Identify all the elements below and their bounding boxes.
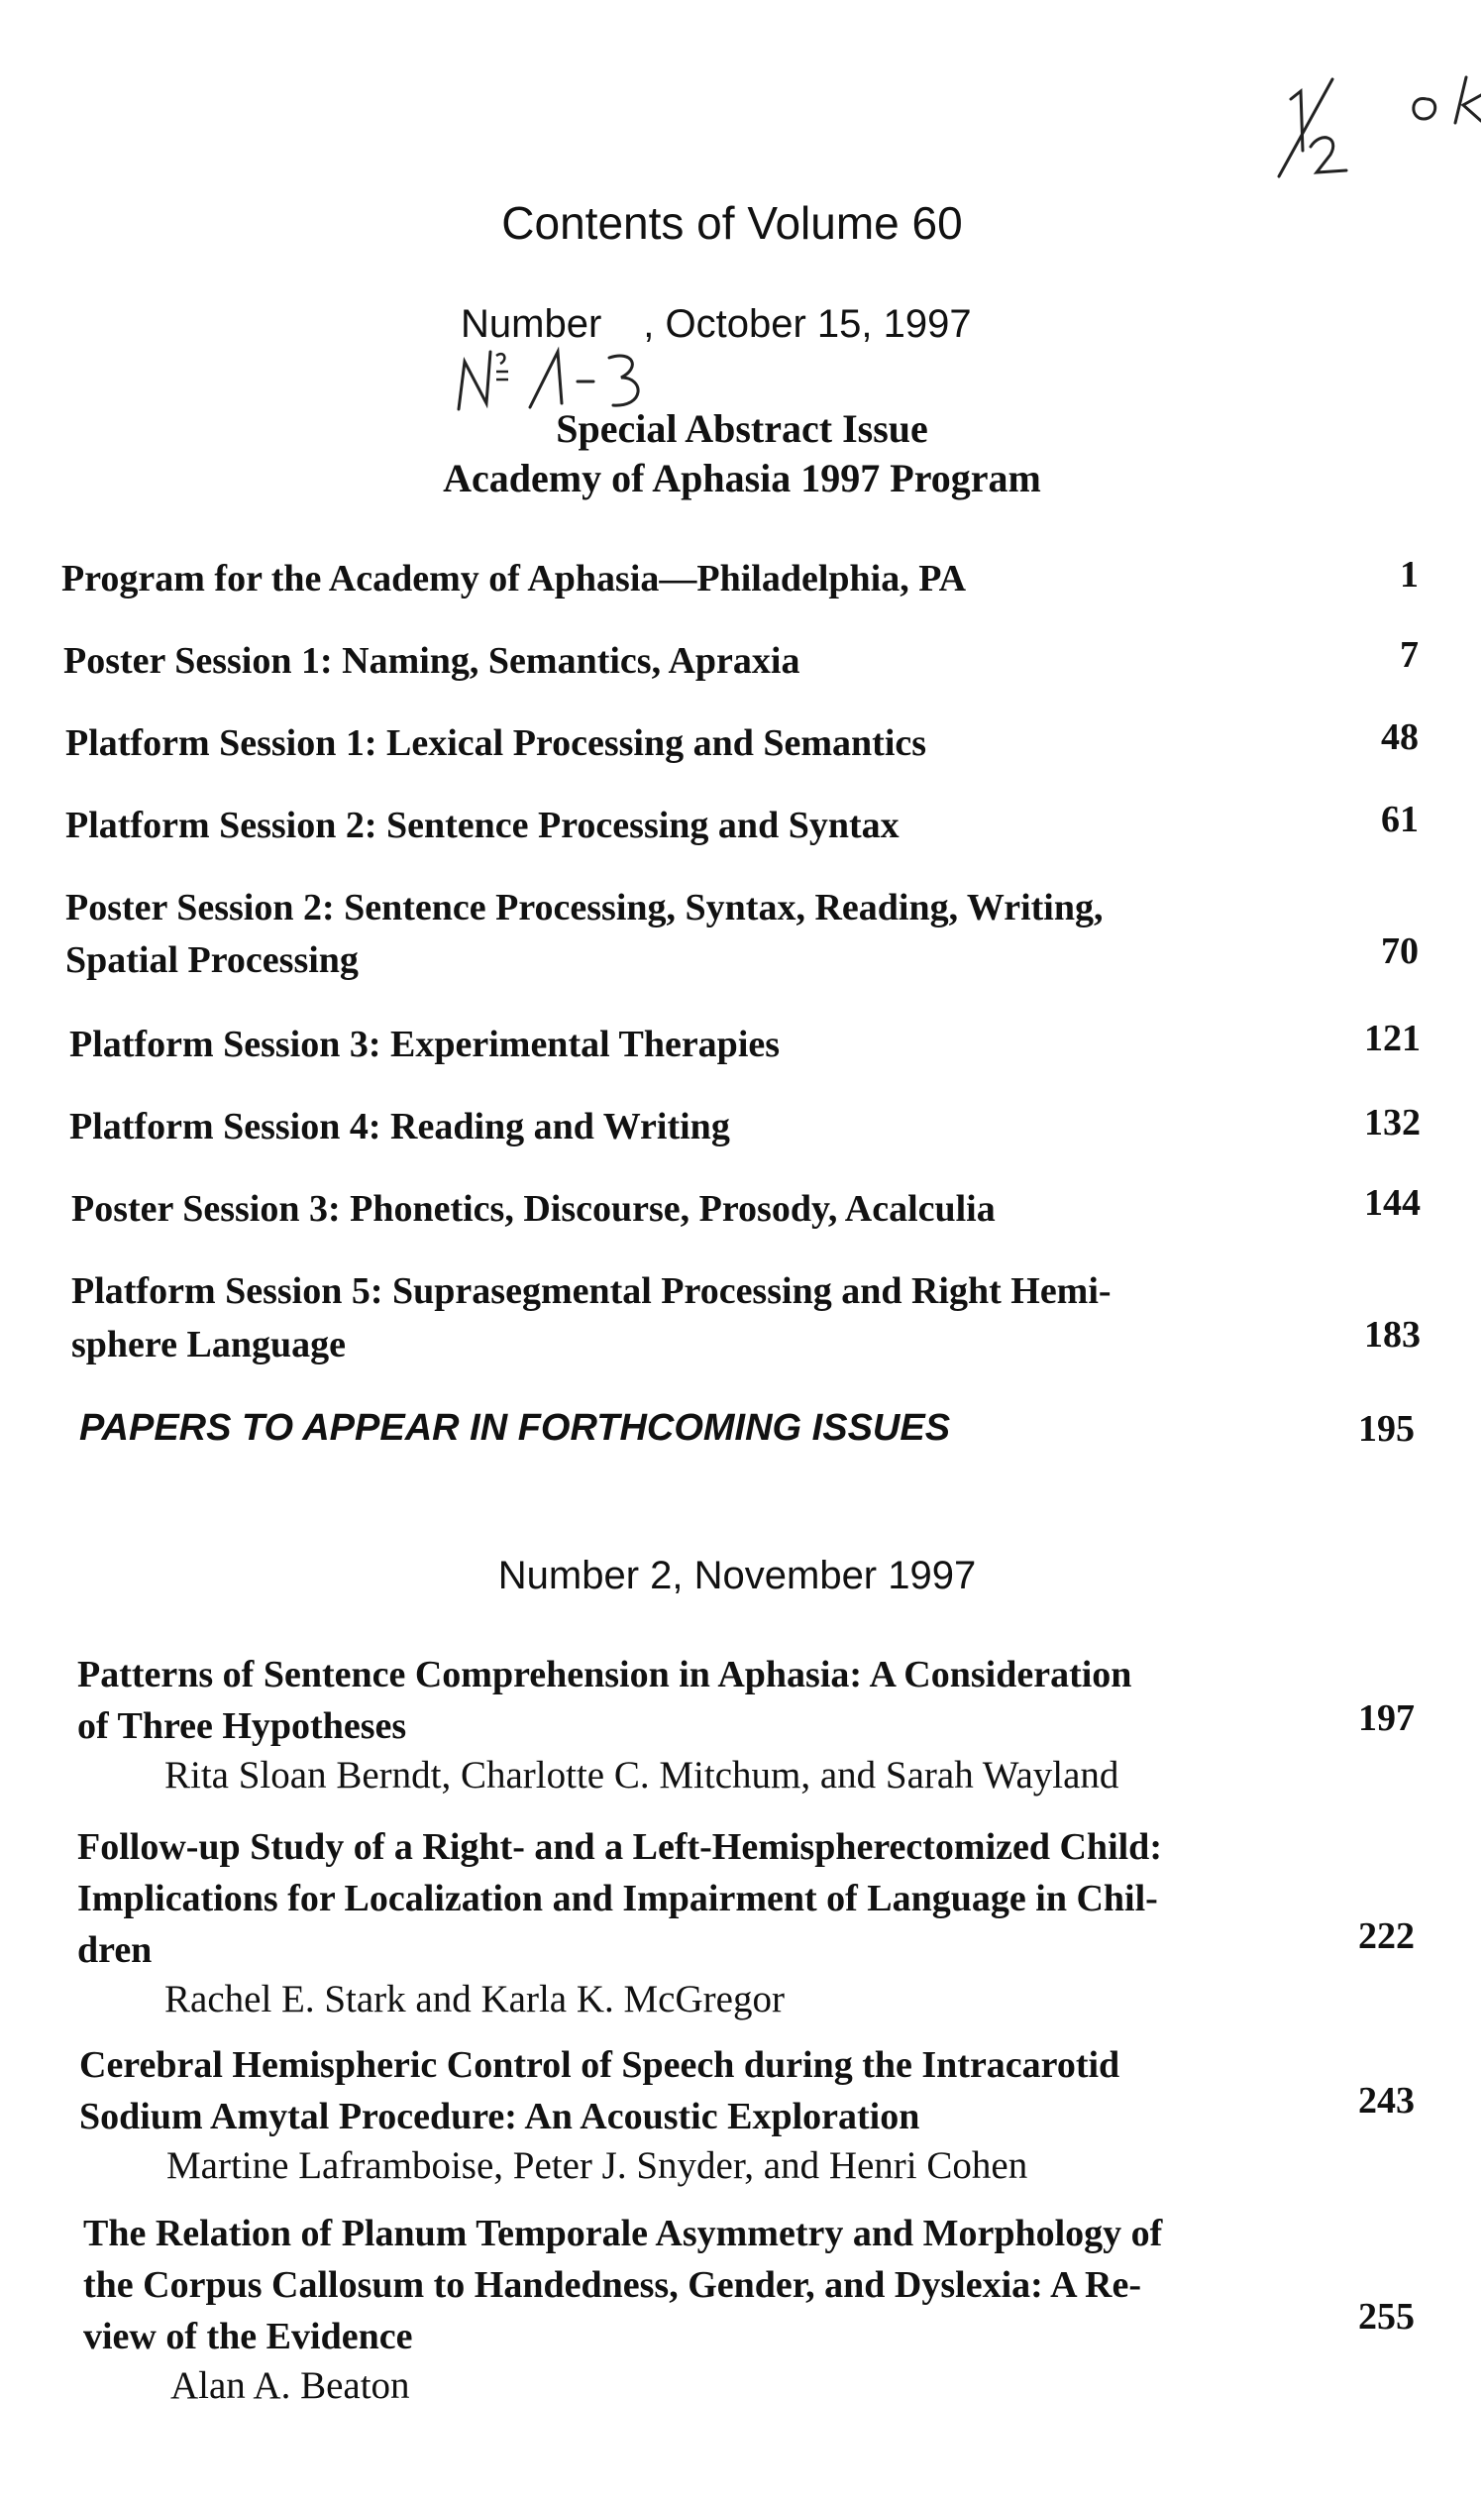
article-entry[interactable] <box>77 1649 1316 1799</box>
toc-entry-title: Platform Session 2: Sentence Processing and Syntax <box>65 805 900 846</box>
issue-2-heading: Number 2, November 1997 <box>497 1554 977 1597</box>
article-title-line: the Corpus Callosum to Handedness, Gender, and Dyslexia: A Re- <box>83 2264 1141 2306</box>
forthcoming-papers-heading[interactable]: PAPERS TO APPEAR IN FORTHCOMING ISSUES <box>79 1407 951 1449</box>
toc-entry-page: 48 <box>1381 716 1419 758</box>
toc-entry-page: 144 <box>1364 1182 1421 1224</box>
issue-1-number-line <box>461 302 972 347</box>
toc-entry-page: 183 <box>1364 1314 1421 1356</box>
article-authors: Alan A. Beaton <box>170 2364 410 2407</box>
special-line-1: Special Abstract Issue <box>556 406 928 451</box>
article-entry[interactable] <box>83 2208 1322 2410</box>
article-title-line: Cerebral Hemispheric Control of Speech during the Intracarotid <box>79 2044 1120 2086</box>
special-issue-heading <box>0 404 1484 503</box>
toc-entry-title: Platform Session 3: Experimental Therapies <box>69 1024 781 1065</box>
toc-entry[interactable] <box>71 1265 1429 1374</box>
handwritten-note-half-ok <box>1273 59 1481 178</box>
article-title-line: Follow-up Study of a Right- and a Left-Hemispherectomized Child: <box>77 1826 1162 1868</box>
article-entry[interactable] <box>79 2039 1318 2190</box>
article-title-line: of Three Hypotheses <box>77 1705 407 1747</box>
toc-entry-title-line-1: Poster Session 2: Sentence Processing, Syntax, Reading, Writing, <box>65 887 1104 928</box>
article-title-line: Patterns of Sentence Comprehension in Aphasia: A Consideration <box>77 1654 1132 1695</box>
toc-entry-title: Platform Session 1: Lexical Processing and Semantics <box>65 722 927 764</box>
toc-entry-title: Program for the Academy of Aphasia—Philadelphia, PA <box>61 558 967 600</box>
article-title-line: The Relation of Planum Temporale Asymmetry and Morphology of <box>83 2213 1163 2254</box>
volume-title: Contents of Volume 60 <box>501 197 963 249</box>
issue-1-date: , October 15, 1997 <box>643 302 972 346</box>
toc-entry-page: 7 <box>1400 634 1419 676</box>
toc-entry-page: 70 <box>1381 930 1419 972</box>
article-authors: Martine Laframboise, Peter J. Snyder, and Henri Cohen <box>166 2144 1028 2187</box>
article-page: 222 <box>1358 1915 1415 1957</box>
article-title-line: dren <box>77 1929 153 1971</box>
article-title-line: Sodium Amytal Procedure: An Acoustic Exploration <box>79 2096 920 2137</box>
toc-entry-title: Platform Session 4: Reading and Writing <box>69 1106 730 1147</box>
toc-entry-page: 61 <box>1381 799 1419 840</box>
toc-entry-page: 132 <box>1364 1102 1421 1144</box>
toc-entry-title-line-2: Spatial Processing <box>65 939 359 981</box>
toc-entry-page: 1 <box>1400 554 1419 596</box>
toc-entry-title: Poster Session 3: Phonetics, Discourse, Prosody, Acalculia <box>71 1188 996 1230</box>
article-title-line: view of the Evidence <box>83 2316 413 2357</box>
article-page: 243 <box>1358 2080 1415 2122</box>
article-entry[interactable] <box>77 1821 1316 2023</box>
article-page: 197 <box>1358 1697 1415 1739</box>
special-line-2: Academy of Aphasia 1997 Program <box>443 456 1041 500</box>
toc-entry[interactable] <box>65 882 1423 991</box>
article-page: 255 <box>1358 2296 1415 2338</box>
toc-entry-title-line-2: sphere Language <box>71 1324 346 1365</box>
toc-entry-title: Poster Session 1: Naming, Semantics, Apraxia <box>63 640 800 682</box>
article-authors: Rachel E. Stark and Karla K. McGregor <box>164 1978 785 2020</box>
article-title-line: Implications for Localization and Impairment of Language in Chil- <box>77 1878 1158 1919</box>
forthcoming-papers-page: 195 <box>1358 1408 1415 1450</box>
number-label: Number <box>461 302 602 346</box>
article-authors: Rita Sloan Berndt, Charlotte C. Mitchum, and Sarah Wayland <box>164 1754 1119 1797</box>
toc-entry-page: 121 <box>1364 1018 1421 1059</box>
toc-entry-title-line-1: Platform Session 5: Suprasegmental Processing and Right Hemi- <box>71 1270 1112 1312</box>
